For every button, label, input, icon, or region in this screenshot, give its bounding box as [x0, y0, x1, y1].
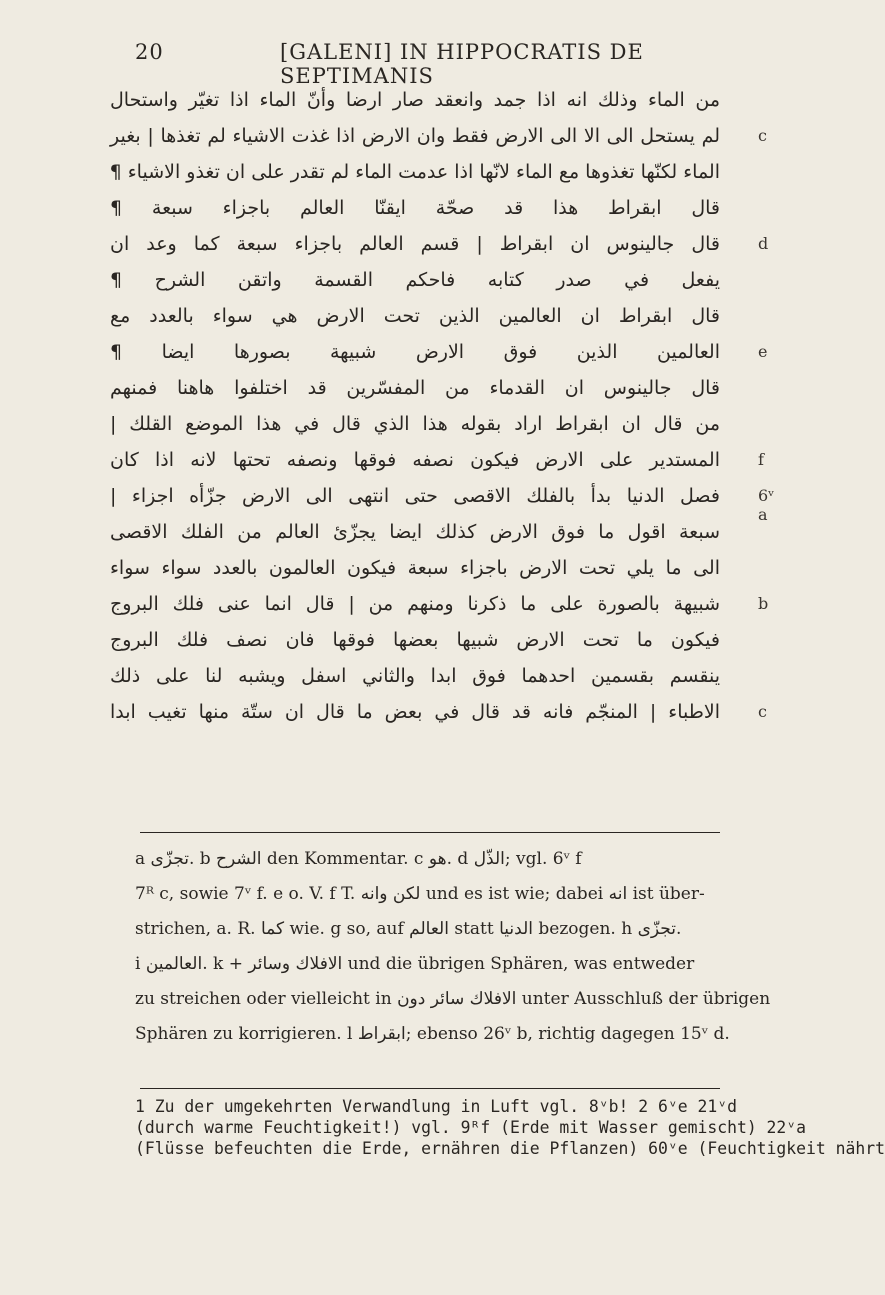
folio-margin-mark: 6ᵛ a: [758, 486, 775, 524]
arabic-line: [110, 190, 720, 226]
apparatus-line: i العالمين. k + الافلاك وسائر und die übrigen Sphären, was entweder: [135, 954, 695, 974]
arabic-line-text: سبعة اقول ما فوق الارض كذلك ايضا يجزّئ العالم من الفلك الاقصى: [110, 521, 720, 543]
arabic-line-text: فيكون ما تحت الارض شبيها بعضها فوقها فان نصف فلك البروج: [110, 629, 720, 651]
footnote-rule: [140, 1088, 720, 1089]
arabic-line-text: العالمين الذين فوق الارض شبيهة بصورها ايضا ¶: [110, 341, 720, 363]
running-header: [80, 40, 720, 88]
footnote-line: (durch warme Feuchtigkeit!) vgl. 9ᴿf (Erde mit Wasser gemischt) 22ᵛa: [135, 1118, 807, 1137]
folio-margin-mark: d: [758, 234, 769, 253]
arabic-line: [110, 694, 720, 730]
arabic-line: [110, 586, 720, 622]
folio-margin-mark: b: [758, 594, 769, 613]
arabic-line-text: لم يستحل الى الا الى الارض فقط وان الارض اذا غذت الاشياء لم تغذها | بغير: [110, 125, 720, 147]
critical-apparatus: [135, 842, 771, 1052]
arabic-line-text: ينقسم بقسمين احدهما فوق ابدا والثاني اسفل ويشبه لنا على ذلك: [110, 665, 720, 687]
arabic-line: [110, 370, 720, 406]
footnote-line: 1 Zu der umgekehrten Verwandlung in Luft vgl. 8ᵛb! 2 6ᵛe 21ᵛd: [135, 1097, 737, 1116]
arabic-line: [110, 514, 720, 550]
arabic-line: [110, 658, 720, 694]
folio-margin-mark: e: [758, 342, 768, 361]
arabic-line: [110, 622, 720, 658]
apparatus-line: a تجزّى. b الشرح den Kommentar. c هو. d الذّل; vgl. 6ᵛ f: [135, 849, 582, 869]
arabic-line: [110, 442, 720, 478]
folio-margin-mark: c: [758, 126, 767, 145]
folio-margin-mark: f: [758, 450, 764, 469]
footnotes: [135, 1096, 885, 1159]
arabic-line: [110, 406, 720, 442]
arabic-line-text: الاطباء | المنجّم فانه قد قال في بعض ما قال ان ستّة منها تغيب ابدا: [110, 701, 720, 723]
arabic-line-text: شبيهة بالصورة على ما ذكرنا ومنهم من | قال انما عنى فلك البروج: [110, 593, 720, 615]
arabic-line-text: يفعل في صدر كتابه فاحكم القسمة واتقن الشرح ¶: [110, 269, 720, 291]
arabic-line-text: قال جالينوس ان القدماء من المفسّرين قد اختلفوا هاهنا فمنهم: [110, 377, 720, 399]
arabic-line: [110, 226, 720, 262]
apparatus-rule: [140, 832, 720, 833]
folio-margin-mark: c: [758, 702, 767, 721]
arabic-line-text: قال ابقراط ان العالمين الذين تحت الارض هي سواء بالعدد مع: [110, 305, 720, 327]
arabic-line-text: الى ما يلي تحت الارض باجزاء سبعة فيكون العالمون بالعدد سواء سواء: [110, 557, 720, 579]
arabic-line: [110, 262, 720, 298]
arabic-line: [110, 550, 720, 586]
arabic-line-text: من قال ان ابقراط اراد بقوله هذا الذي قال في هذا الموضع القلك |: [110, 413, 720, 435]
arabic-line: [110, 82, 720, 118]
arabic-line-text: فصل الدنيا بدأ بالفلك الاقصى حتى انتهى الى الارض جزّأه اجزاء |: [110, 485, 720, 507]
arabic-line: [110, 334, 720, 370]
arabic-line-text: قال جالينوس ان ابقراط | قسم العالم باجزاء سبعة كما وعد ان: [110, 233, 720, 255]
apparatus-line: zu streichen oder vielleicht in الافلاك سائر دون unter Ausschluß der übrigen: [135, 989, 771, 1009]
arabic-line-text: الماء لكنّها تغذوها مع الماء لانّها اذا عدمت الماء لم تقدر على ان تغذو الاشياء ¶: [109, 161, 720, 183]
apparatus-line: Sphären zu korrigieren. l ابقراط; ebenso 26ᵛ b, richtig dagegen 15ᵛ d.: [135, 1024, 730, 1044]
apparatus-line: strichen, a. R. كما wie. g so, auf العالم statt الدنيا bezogen. h تجزّى.: [135, 919, 682, 939]
footnote-line: (Flüsse befeuchten die Erde, ernähren die Pflanzen) 60ᵛe (Feuchtigkeit nährt: [135, 1139, 885, 1158]
arabic-line-text: المستدير على الارض فيكون نصفه فوقها ونصفه تحتها لانه اذا كان: [110, 449, 720, 471]
running-title: [GALENI] IN HIPPOCRATIS DE SEPTIMANIS: [280, 40, 644, 88]
arabic-line-text: من الماء وذلك انه اذا جمد وانعقد صار ارضا وأنّ الماء اذا تغيّر واستحال: [110, 89, 720, 111]
arabic-line: [110, 118, 720, 154]
arabic-line: [110, 478, 720, 514]
arabic-line-text: قال ابقراط هذا قد صحّة ايقنّا العالم باجزاء سبعة ¶: [110, 197, 720, 219]
page-number: 20: [135, 40, 164, 64]
arabic-text-block: [110, 82, 720, 730]
arabic-line: [110, 298, 720, 334]
apparatus-line: 7ᴿ c, sowie 7ᵛ f. e o. V. f T. لكن وانه und es ist wie; dabei انه ist über-: [135, 884, 705, 904]
arabic-line: [110, 154, 720, 190]
